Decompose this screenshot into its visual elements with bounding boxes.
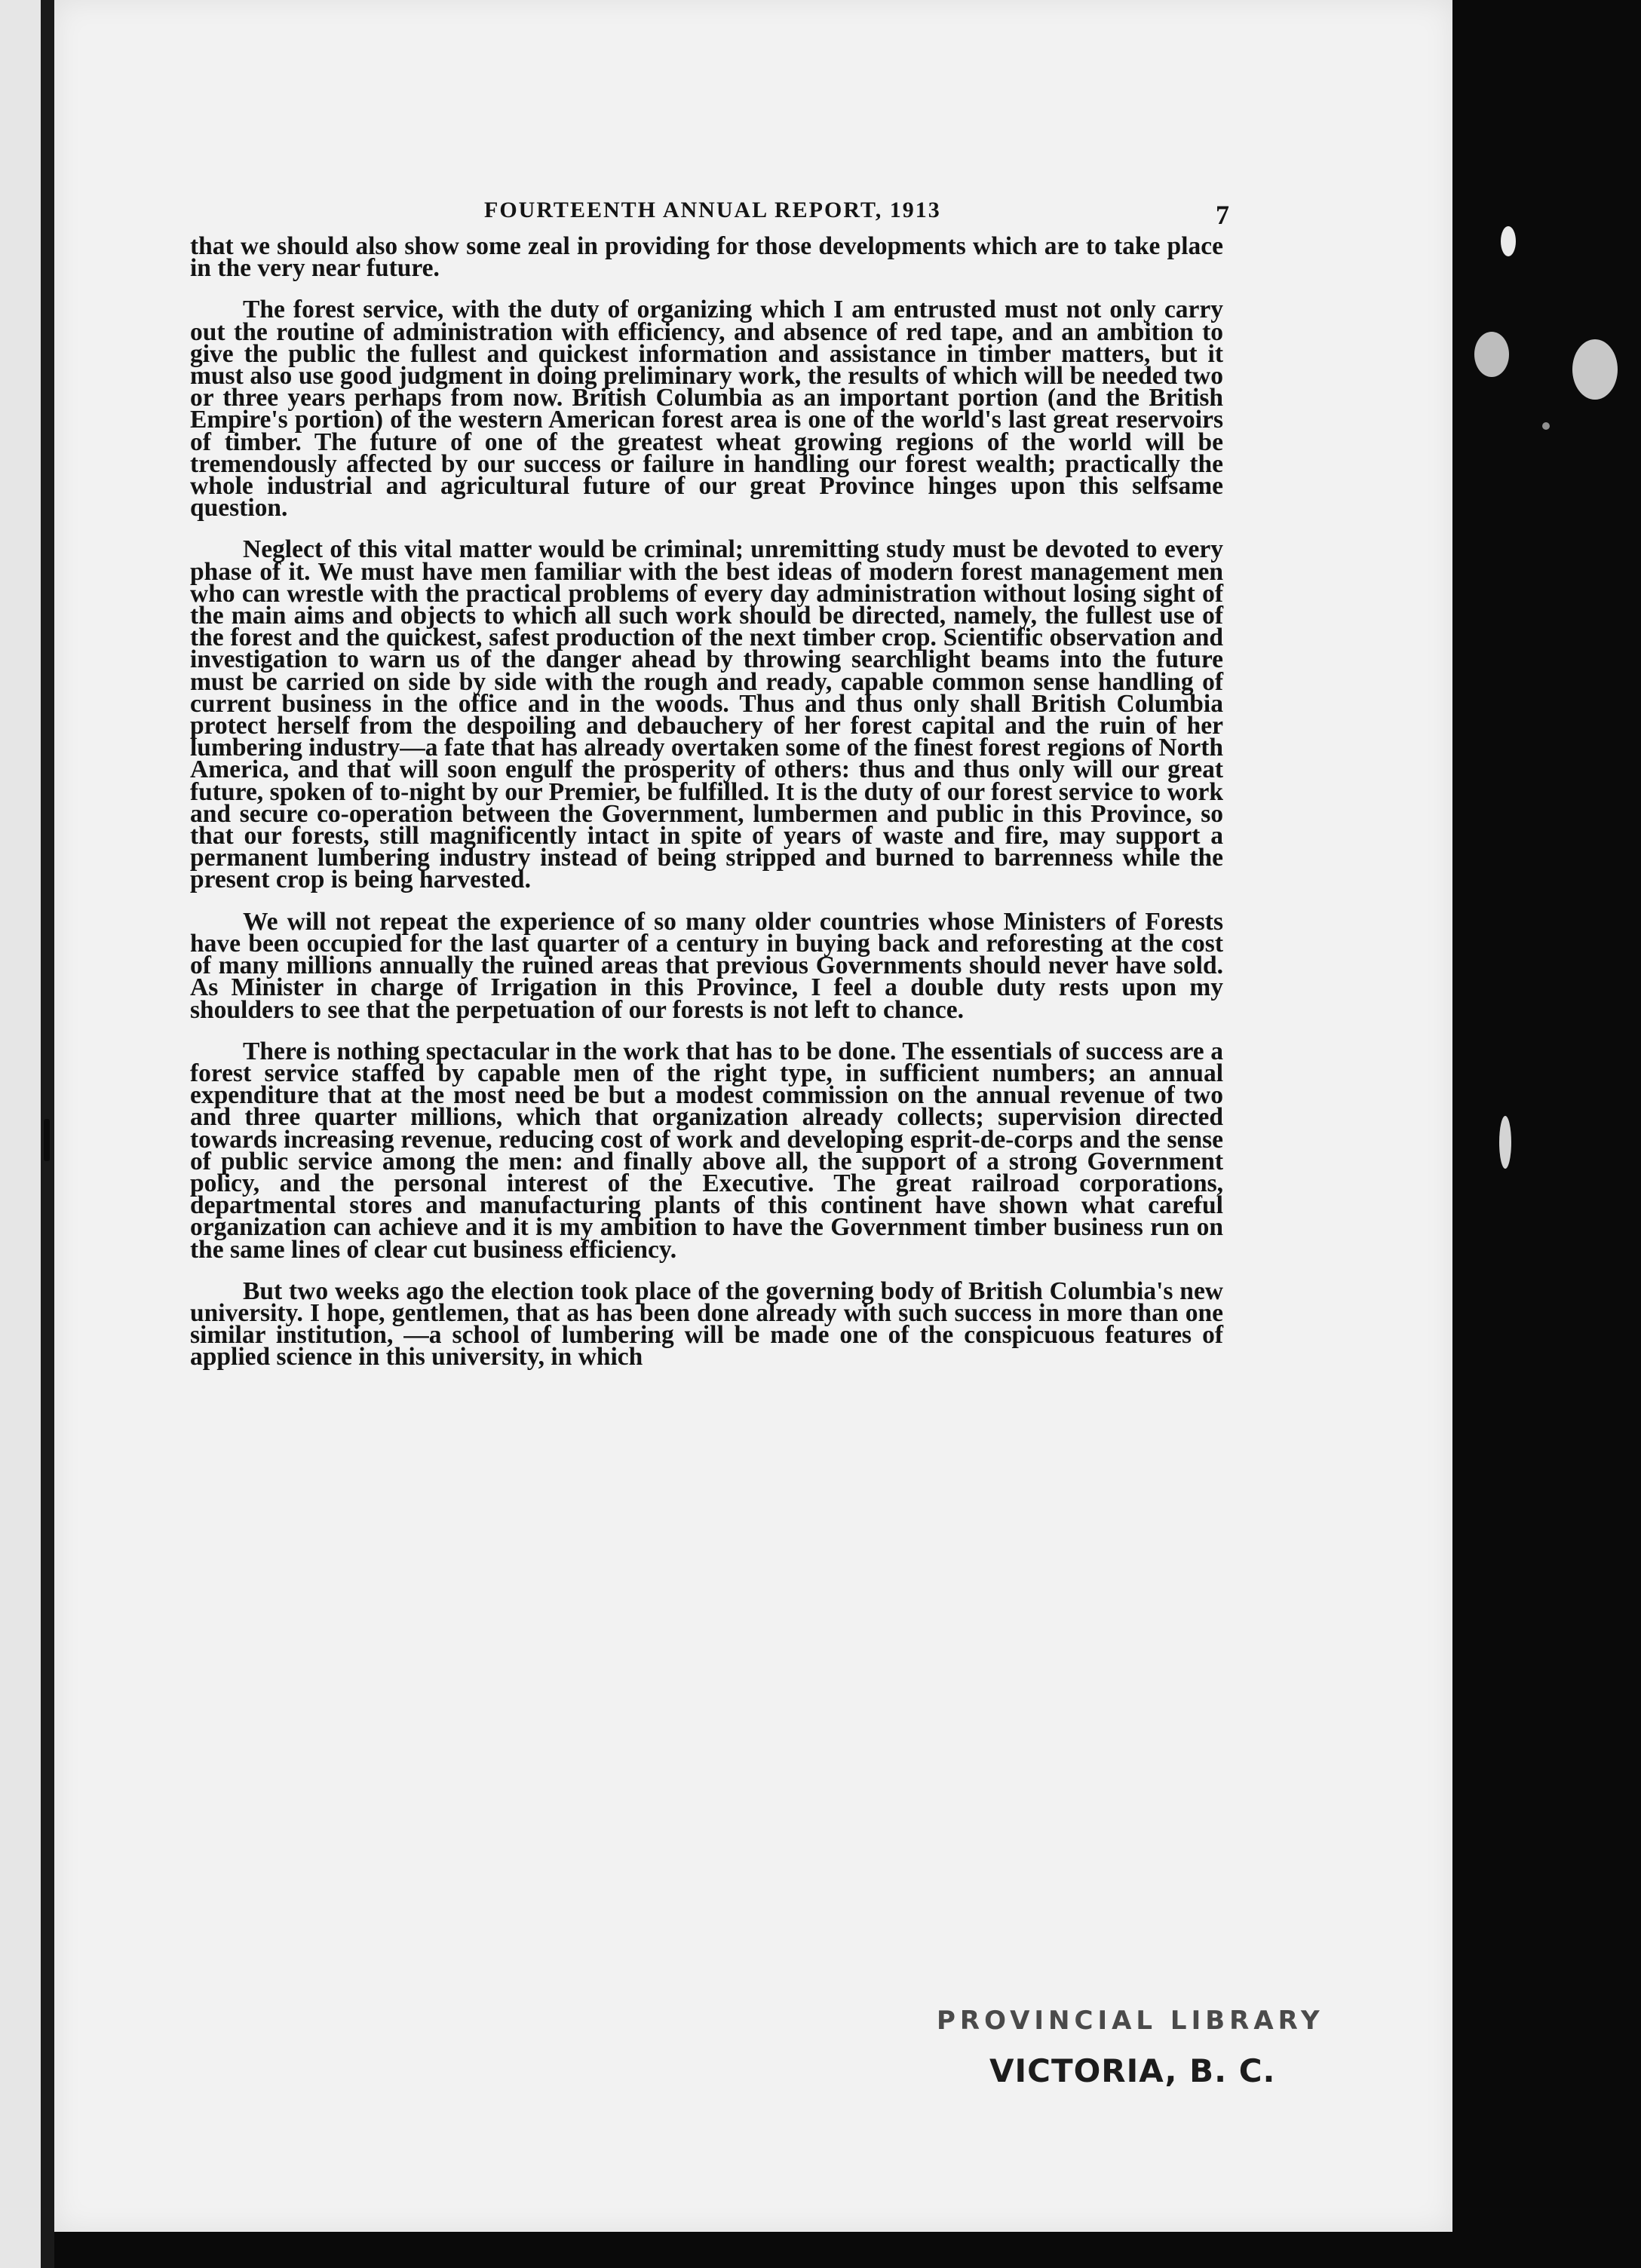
scan-speck (1474, 332, 1509, 377)
scan-speck (1501, 226, 1516, 256)
margin-mark (44, 1119, 50, 1161)
paragraph-1: that we should also show some zeal in providing for those developments which are to take place in the very near future. (190, 232, 1223, 283)
paragraph-6: But two weeks ago the election took place of the governing body of British Columbia's new university. I hope, gentlemen, that as has been done already with such success in more than one similar institution, —a school of lumbering will be made one of the conspicuous features of applied science in this university, in which (190, 1277, 1223, 1372)
paragraph-5: There is nothing spectacular in the work that has to be done. The essentials of success are a forest service staffed by capable men of the right type, in sufficient numbers; an annual expenditure that at the most need be but a modest commission on the annual revenue of two and three quarter millions, which that organization already collects; supervision directed towards increasing revenue, reducing cost of work and developing esprit-de-corps and the sense of public service among the men: and finally above all, the support of a strong Government policy, and the personal interest of the Executive. The great railroad corporations, departmental stores and manufacturing plants of this continent have shown what careful organization can achieve and it is my ambition to have the Government timber business run on the same lines of clear cut business efficiency. (190, 1037, 1223, 1264)
stamp-line-library: PROVINCIAL LIBRARY (937, 2006, 1324, 2036)
scan-speck (1572, 339, 1618, 400)
scan-speck (1499, 1116, 1511, 1169)
left-page-edge (0, 0, 41, 2268)
body-text (190, 232, 1223, 1388)
paragraph-4: We will not repeat the experience of so many older countries whose Ministers of Forests have been occupied for the last quarter of a century in buying back and reforesting at the cost of many millions annually the ruined areas that previous Governments should never have sold. As Minister in charge of Irrigation in this Province, I feel a double duty rests upon my shoulders to see that the perpetuation of our forests is not left to chance. (190, 907, 1223, 1024)
scan-speck (1542, 422, 1550, 430)
running-title: FOURTEENTH ANNUAL REPORT, 1913 (484, 198, 941, 222)
document-page (54, 0, 1452, 2232)
paragraph-3: Neglect of this vital matter would be criminal; unremitting study must be devoted to every phase of it. We must have men familiar with the best ideas of modern forest management men who can wrestle with the practical problems of every day administration without losing sight of the main aims and objects to which all such work should be directed, namely, the fullest use of the forest and the quickest, safest production of the next timber crop. Scientific observation and investigation to warn us of the danger ahead by throwing searchlight beams into the future must be carried on side by side with the rough and ready, capable common sense handling of current business in the office and in the woods. Thus and thus only shall British Columbia protect herself from the despoiling and debauchery of her forest capital and the ruin of her lumbering industry—a fate that has already overtaken some of the finest forest regions of North America, and that will soon engulf the prosperity of others: thus and thus only will our great future, spoken of to-night by our Premier, be fulfilled. It is the duty of our forest service to work and secure co-operation between the Government, lumbermen and public in this Province, so that our forests, still magnificently intact in spite of years of waste and fire, may support a permanent lumbering industry instead of being stripped and burned to barrenness while the present crop is being harvested. (190, 535, 1223, 894)
library-stamp (869, 2006, 1324, 2111)
paragraph-2: The forest service, with the duty of organizing which I am entrusted must not only carry out the routine of administration with efficiency, and absence of red tape, and an ambition to give the public the fullest and quickest information and assistance in timber matters, but it must also use good judgment in doing preliminary work, the results of which will be needed two or three years perhaps from now. British Columbia as an important portion (and the British Empire's portion) of the western American forest area is one of the world's last great reservoirs of timber. The future of one of the greatest wheat growing regions of the world will be tremendously affected by our success or failure in handling our forest wealth; practically the whole industrial and agricultural future of our great Province hinges upon this selfsame question. (190, 296, 1223, 523)
page-number: 7 (1216, 200, 1229, 230)
page-header (54, 198, 1452, 228)
stamp-line-location: VICTORIA, B. C. (989, 2052, 1276, 2089)
